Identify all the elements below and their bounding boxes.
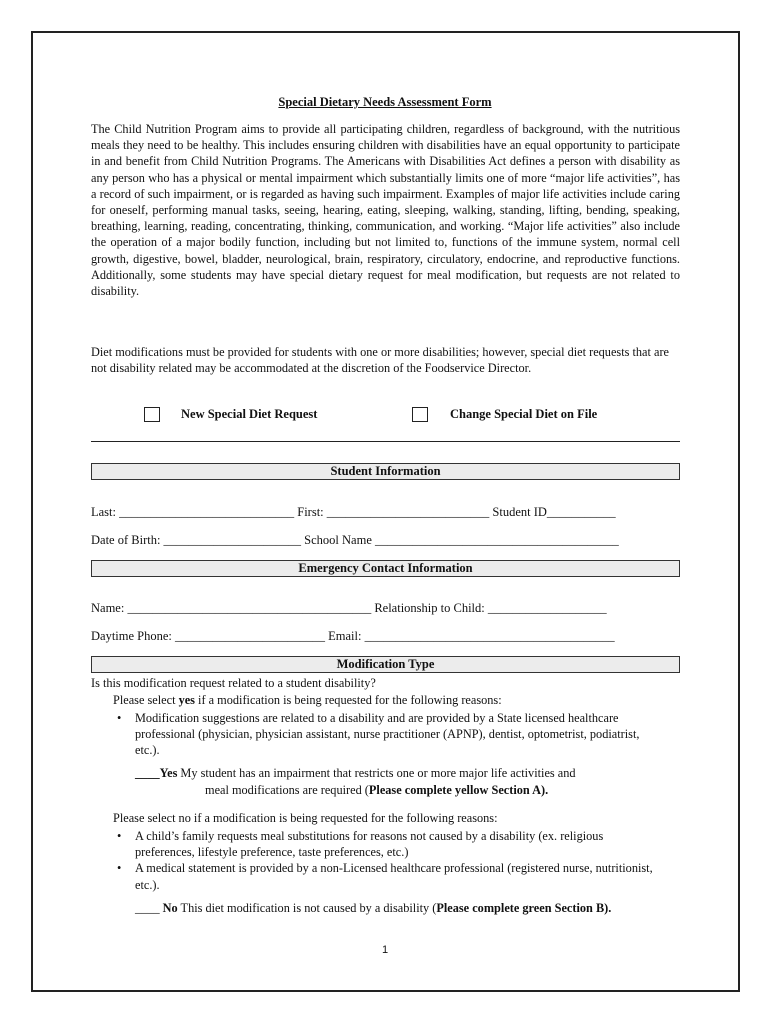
yes-option-continued: meal modifications are required (Please complete yellow Section A). <box>205 783 549 797</box>
student-name-id-line[interactable]: Last: ____________________________ First: __________________________ Student ID___________ <box>91 505 616 519</box>
change-diet-label: Change Special Diet on File <box>450 407 598 421</box>
page-number: 1 <box>381 944 389 956</box>
new-diet-label: New Special Diet Request <box>181 407 318 421</box>
contact-name-relationship-line[interactable]: Name: _______________________________________ Relationship to Child: ___________________ <box>91 601 607 615</box>
change-diet-checkbox[interactable] <box>412 407 428 422</box>
dob-school-line[interactable]: Date of Birth: ______________________ School Name _______________________________________ <box>91 533 619 547</box>
diet-paragraph: Diet modifications must be provided for students with one or more disabilities; however, special diet requests that are not disability related may be accommodated at the discretion of the Foodservice Director. <box>91 345 670 376</box>
phone-email-line[interactable]: Daytime Phone: ________________________ Email: ________________________________________ <box>91 629 615 643</box>
list-item: • A child’s family requests meal substitutions for reasons not caused by a disability (ex. religious preferences, lifestyle preference, taste preferences, etc.) <box>113 828 665 860</box>
list-item: • Modification suggestions are related to a disability and are provided by a State licensed healthcare professional (physician, physician assistant, nurse practitioner (APNP), dentist, optometrist, podiatrist, etc.). <box>113 710 663 759</box>
no-option[interactable]: ____ No This diet modification is not caused by a disability (Please complete green Section B). <box>135 901 612 915</box>
new-diet-checkbox[interactable] <box>144 407 160 422</box>
yes-option[interactable]: ____Yes My student has an impairment that restricts one or more major life activities and <box>135 766 576 780</box>
no-reasons-list <box>113 828 665 893</box>
intro-paragraph: The Child Nutrition Program aims to provide all participating children, regardless of background, with the nutritious meals they need to be healthy. This includes ensuring children with disabilities have an equal opportunity to participate in and benefit from Child Nutrition Programs. The Americans with Disabilities Act defines a person with disability as any person who has a physical or mental impairment which substantially limits one of more “major life activities”, has a record of such impairment, or is regarded as having such impairment. Examples of major life activities include caring for oneself, performing manual tasks, seeing, hearing, eating, sleeping, walking, standing, lifting, bending, speaking, breathing, learning, reading, concentrating, thinking, communication, and working. “Major life activities” also include the operation of a major bodily function, including but not limited to, functions of the immune system, normal cell growth, digestive, bowel, bladder, neurological, brain, respiratory, circulatory, endocrine, and reproductive functions. Additionally, some students may have special dietary request for meal modification, but requests are not related to disability. <box>91 122 680 299</box>
divider <box>91 441 680 442</box>
modification-type-header: Modification Type <box>91 656 680 673</box>
yes-reasons-list <box>113 710 663 759</box>
yes-instructions: Please select yes if a modification is being requested for the following reasons: <box>113 693 502 707</box>
student-info-header: Student Information <box>91 463 680 480</box>
list-item: • A medical statement is provided by a non-Licensed healthcare professional (registered nurse, nutritionist, etc.). <box>113 860 665 892</box>
no-instructions: Please select no if a modification is being requested for the following reasons: <box>113 811 498 825</box>
form-title: Special Dietary Needs Assessment Form <box>278 95 492 109</box>
modification-question: Is this modification request related to a student disability? <box>91 676 376 690</box>
emergency-contact-header: Emergency Contact Information <box>91 560 680 577</box>
